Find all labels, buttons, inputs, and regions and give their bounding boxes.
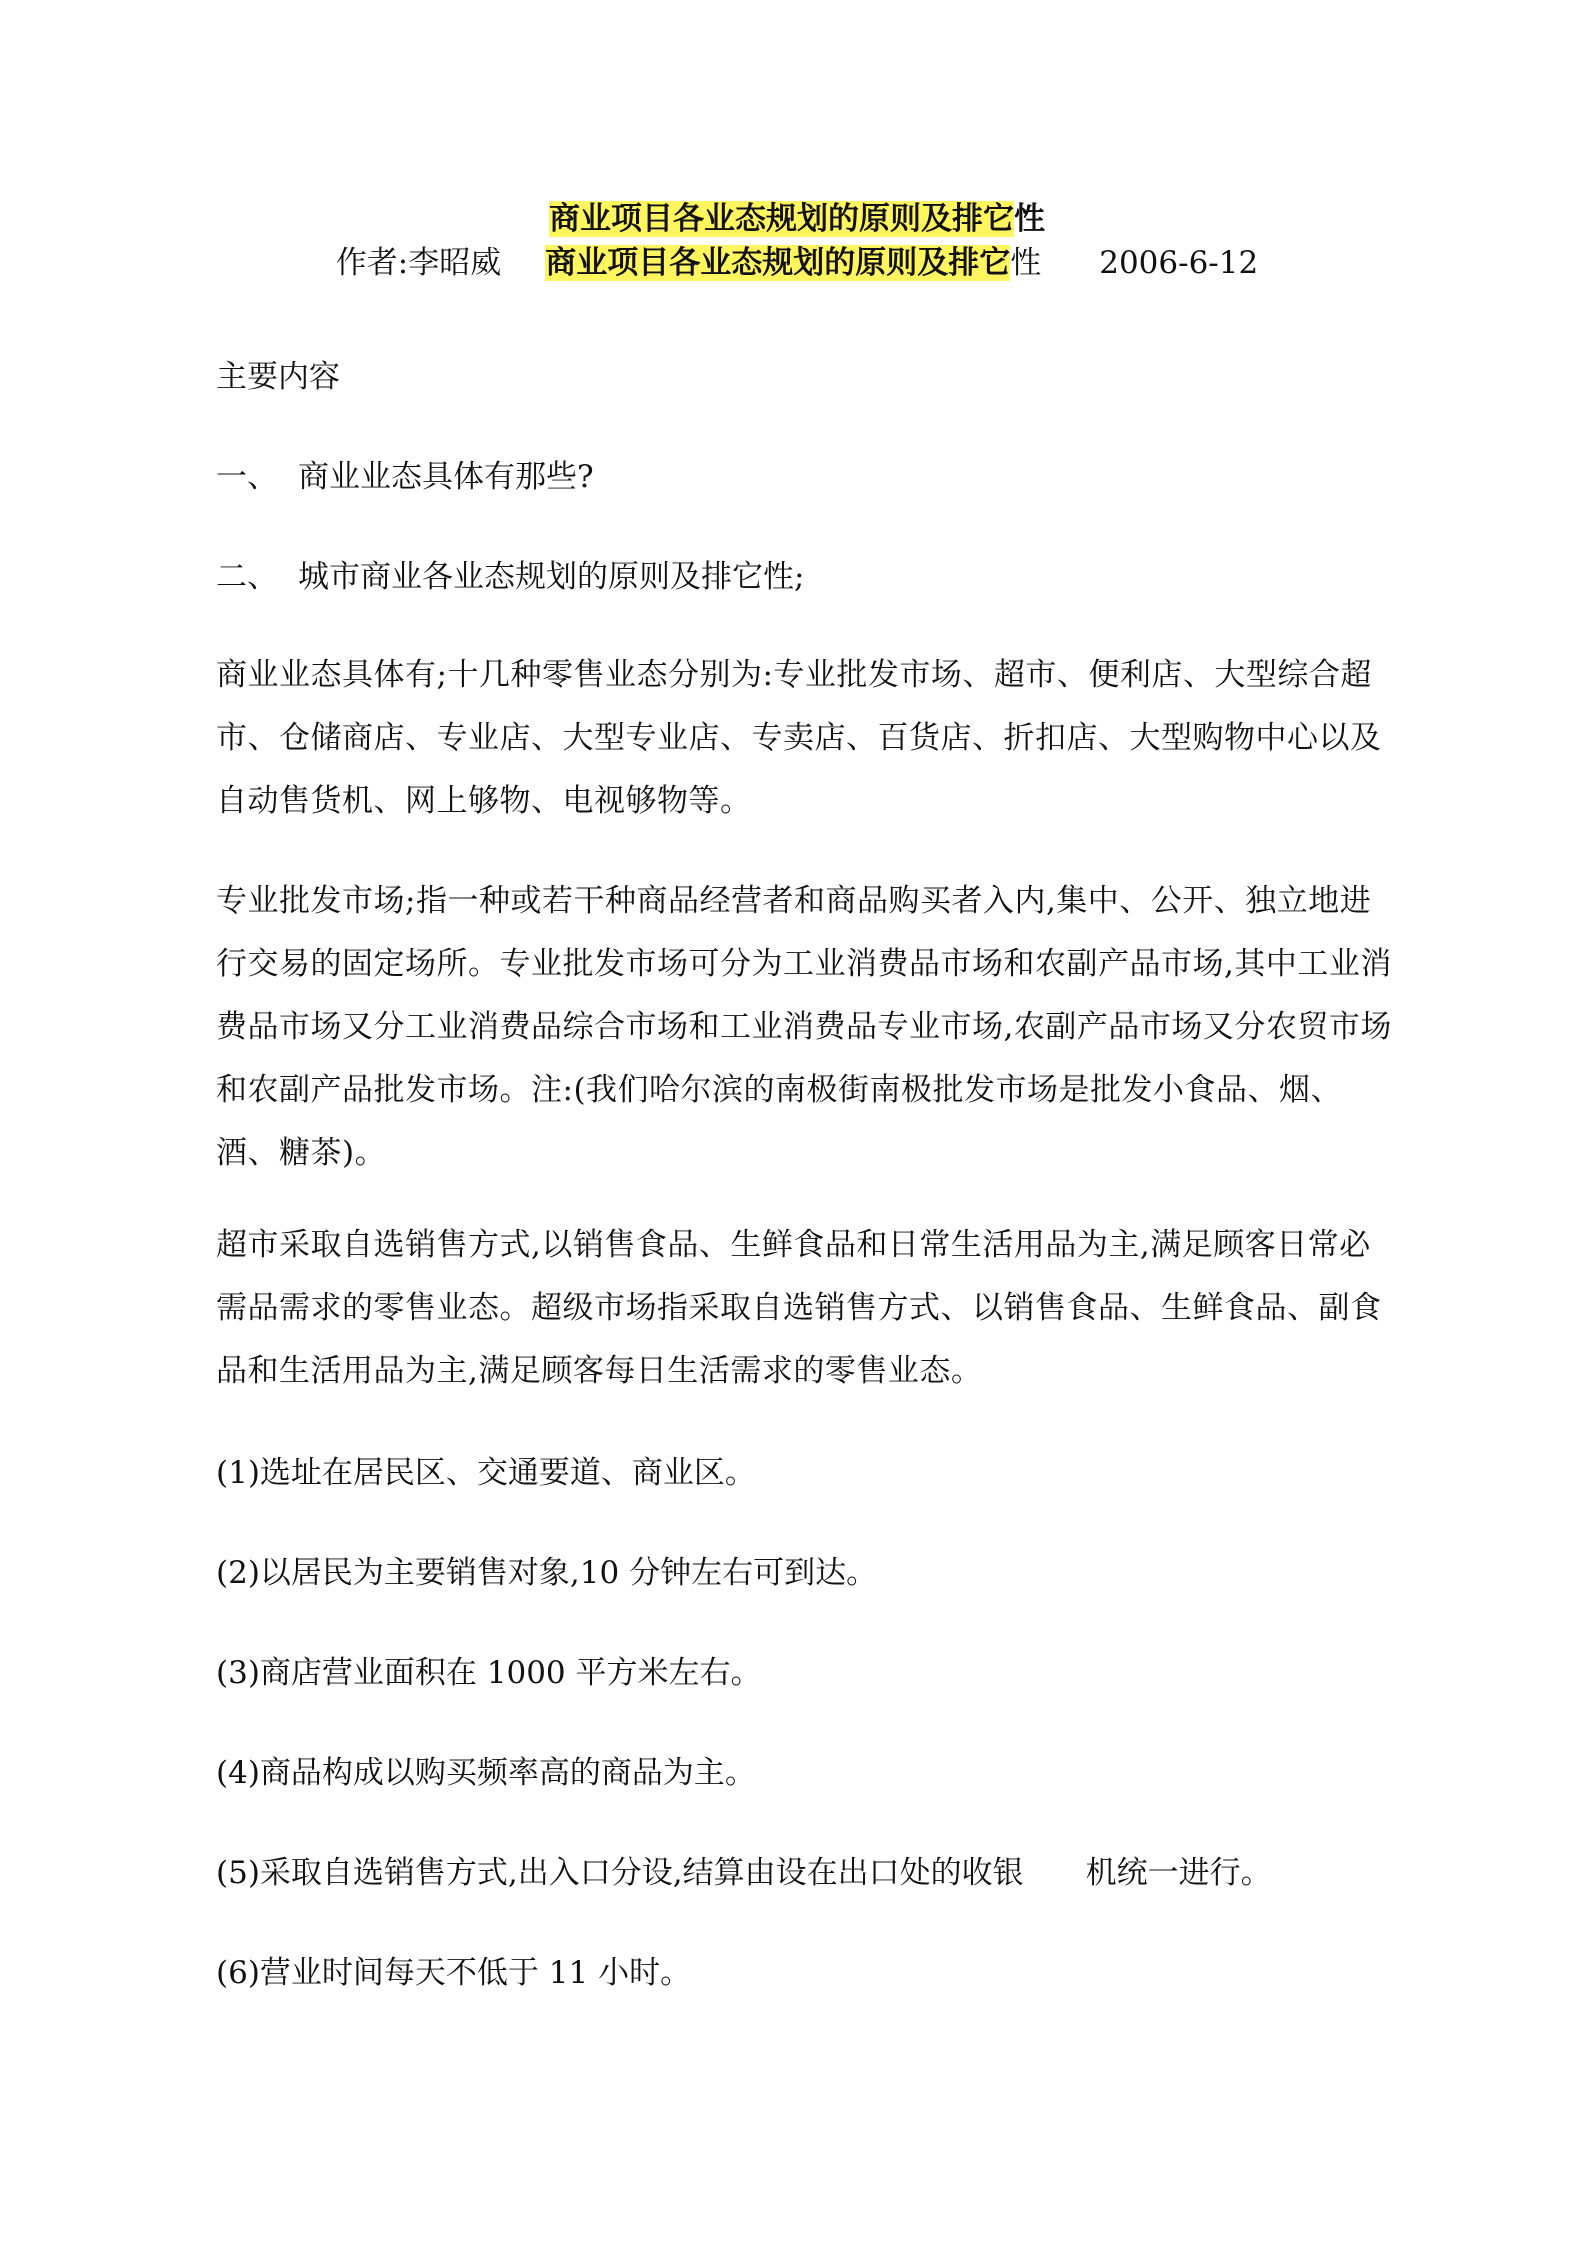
list-item-part: 机统一进行。 (1085, 1855, 1272, 1891)
toc-item-text: 商业业态具体有那些? (298, 459, 594, 495)
author: 作者:李昭威 (335, 245, 502, 281)
byline-title-highlighted: 商业项目各业态规划的原则及排它 (545, 245, 1011, 281)
document-title (0, 196, 1594, 242)
toc-item (216, 454, 1402, 500)
byline-title-tail: 性 (1010, 245, 1042, 281)
list-item: (6)营业时间每天不低于 11 小时。 (216, 1955, 692, 1991)
toc-item-text: 城市商业各业态规划的原则及排它性; (298, 559, 805, 595)
toc-item-number: 二、 (216, 559, 278, 595)
title-highlighted: 商业项目各业态规划的原则及排它 (549, 201, 1014, 237)
date: 2006-6-12 (1099, 245, 1259, 281)
paragraph-wholesale-market: 专业批发市场;指一种或若干种商品经营者和商品购买者入内,集中、公开、独立地进行交易的固定场所。专业批发市场可分为工业消费品市场和农副产品市场,其中工业消费品市场又分工业消费品综合市场和工业消费品专业市场,农副产品市场又分农贸市场和农副产品批发市场。注:(我们哈尔滨的南极街南极批发市场是批发小食品、烟、酒、糖茶)。 (216, 883, 1392, 1171)
list-item: (3)商店营业面积在 1000 平方米左右。 (216, 1655, 762, 1691)
list-item: (4)商品构成以购买频率高的商品为主。 (216, 1755, 756, 1791)
byline (0, 240, 1594, 286)
paragraph-retail-formats: 商业业态具体有;十几种零售业态分别为:专业批发市场、超市、便利店、大型综合超市、仓储商店、专业店、大型专业店、专卖店、百货店、折扣店、大型购物中心以及自动售货机、网上够物、电视够物等。 (216, 657, 1382, 819)
list-item: (2)以居民为主要销售对象,10 分钟左右可到达。 (216, 1555, 878, 1591)
title-tail: 性 (1014, 201, 1045, 237)
list-item (216, 1850, 1402, 1896)
toc-item (216, 554, 1402, 600)
toc-heading: 主要内容 (216, 359, 340, 395)
toc-item-number: 一、 (216, 459, 278, 495)
list-item: (1)选址在居民区、交通要道、商业区。 (216, 1455, 756, 1491)
paragraph-supermarket: 超市采取自选销售方式,以销售食品、生鲜食品和日常生活用品为主,满足顾客日常必需品需求的零售业态。超级市场指采取自选销售方式、以销售食品、生鲜食品、副食品和生活用品为主,满足顾客每日生活需求的零售业态。 (216, 1227, 1382, 1389)
list-item-part: (5)采取自选销售方式,出入口分设,结算由设在出口处的收银 (216, 1855, 1024, 1891)
